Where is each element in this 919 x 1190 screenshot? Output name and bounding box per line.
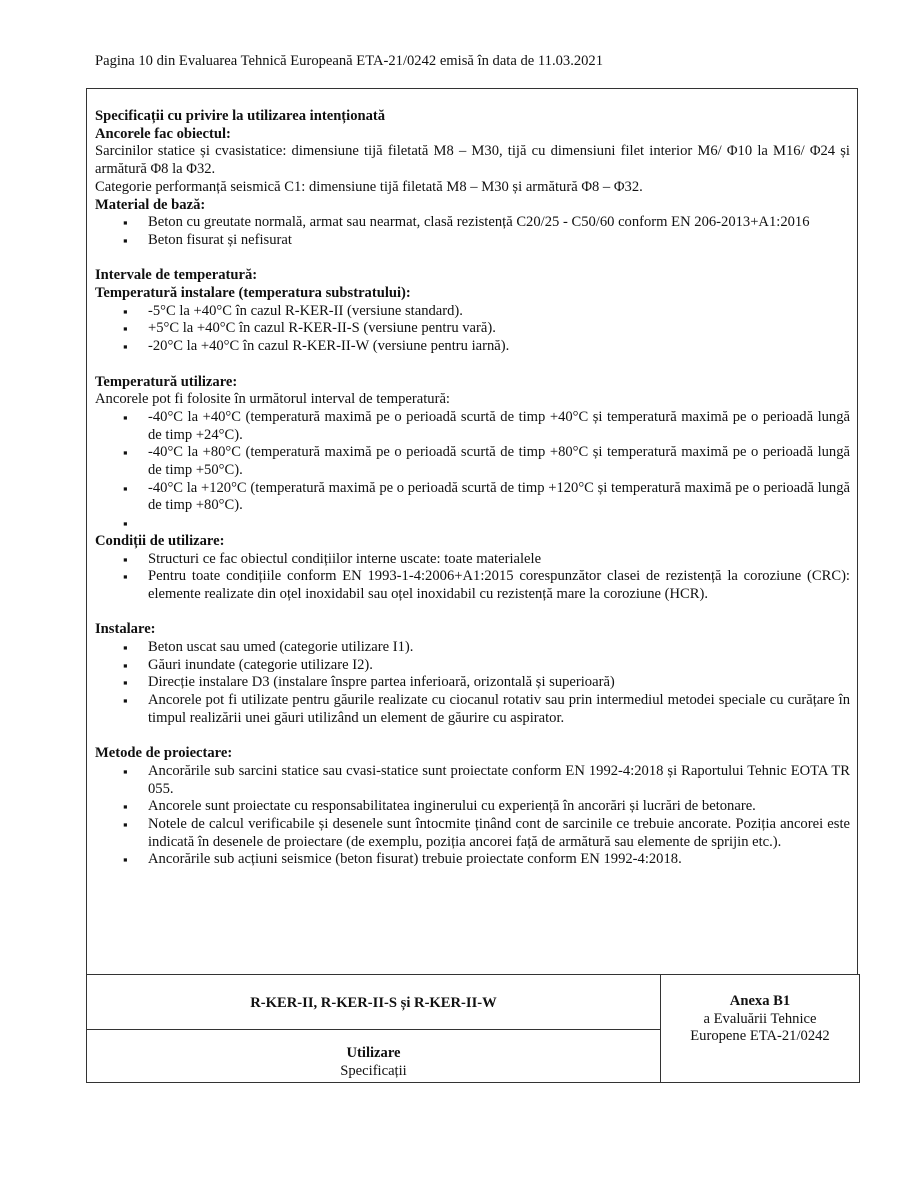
annex-title: Anexa B1: [729, 993, 791, 1009]
section-heading: Intervale de temperatură:: [95, 267, 258, 284]
footer-table: [86, 974, 860, 1083]
paragraph: Ancorele pot fi folosite în următorul interval de temperatură:: [95, 391, 450, 408]
bullet-list: [95, 303, 850, 356]
bullet-item: ▪ Beton fisurat și nefisurat: [95, 232, 850, 250]
section-label: [87, 1045, 660, 1080]
bullet-item: ▪ Pentru toate condițiile conform EN 1993-1-4:2006+A1:2015 corespunzător clasei de rezistență la coroziune (CRC): elemente realizate din oțel inoxidabil sau oțel inoxidabil cu rezistență mare la coroziune (HCR).: [95, 568, 850, 603]
section-title: Utilizare: [346, 1045, 401, 1061]
bullet-item: ▪ Direcție instalare D3 (instalare înspre partea inferioară, orizontală și superioară): [95, 674, 850, 692]
bullet-item: ▪ -40°C la +40°C (temperatură maximă pe o perioadă scurtă de timp +40°C și temperatură maximă pe o perioadă lungă de timp +24°C).: [95, 409, 850, 444]
bullet-item: ▪ Găuri inundate (categorie utilizare I2).: [95, 657, 850, 675]
bullet-item: ▪ Ancorările sub sarcini statice sau cvasi-statice sunt proiectate conform EN 1992-4:2018 și Raportului Tehnic EOTA TR 055.: [95, 763, 850, 798]
bullet-item: ▪ Structuri ce fac obiectul condițiilor interne uscate: toate materialele: [95, 551, 850, 569]
product-name: R-KER-II, R-KER-II-S și R-KER-II-W: [87, 975, 660, 1030]
annex-line: a Evaluării Tehnice: [703, 1010, 817, 1027]
paragraph: Categorie performanță seismică C1: dimensiune tijă filetată M8 – M30 și armătură Φ8 – Φ32.: [95, 178, 643, 195]
bullet-item: ▪ Beton uscat sau umed (categorie utilizare I1).: [95, 639, 850, 657]
section-heading: Instalare:: [95, 621, 156, 638]
section-heading: Temperatură instalare (temperatura substratului):: [95, 285, 411, 302]
specifications-box: [86, 88, 858, 974]
bullet-item: ▪ Ancorările sub acțiuni seismice (beton fisurat) trebuie proiectate conform EN 1992-4:2018.: [95, 851, 850, 869]
bullet-item: ▪ -20°C la +40°C în cazul R-KER-II-W (versiune pentru iarnă).: [95, 338, 850, 356]
paragraph: Sarcinilor statice și cvasistatice: dimensiune tijă filetată M8 – M30, tijă cu dimensiuni filet interior M6/ Φ10 la M16/ Φ24 și armătură Φ8 la Φ32.: [95, 143, 850, 178]
spacer: [95, 250, 850, 268]
annex-line: Europene ETA-21/0242: [690, 1028, 830, 1045]
bullet-list: [95, 551, 850, 604]
page-header: Pagina 10 din Evaluarea Tehnică Europeană ETA-21/0242 emisă în data de 11.03.2021: [95, 53, 604, 69]
section-heading: Specificații cu privire la utilizarea intenționată: [95, 108, 386, 124]
bullet-item: [95, 515, 850, 533]
bullet-item: ▪ Ancorele sunt proiectate cu responsabilitatea inginerului cu experiență în ancorări și lucrări de betonare.: [95, 798, 850, 816]
bullet-item: ▪ Notele de calcul verificabile și desenele sunt întocmite ținând cont de sarcinile ce trebuie ancorate. Poziția ancorei este indicată în desenele de proiectare (de exemplu, poziția ancorei față de armătură sau elemente de sprijin etc.).: [95, 816, 850, 851]
spacer: [95, 604, 850, 622]
section-heading: Condiții de utilizare:: [95, 532, 225, 549]
bullet-item: ▪ +5°C la +40°C în cazul R-KER-II-S (versiune pentru vară).: [95, 320, 850, 338]
bullet-item: ▪ Beton cu greutate normală, armat sau nearmat, clasă rezistență C20/25 - C50/60 conform EN 206-2013+A1:2016: [95, 214, 850, 232]
section-heading: Ancorele fac obiectul:: [95, 125, 231, 142]
annex-label: [661, 993, 859, 1046]
spacer: [95, 356, 850, 374]
bullet-list: [95, 763, 850, 869]
section-heading: Temperatură utilizare:: [95, 373, 238, 390]
bullet-item: ▪ -40°C la +80°C (temperatură maximă pe o perioadă scurtă de timp +80°C și temperatură maximă pe o perioadă lungă de timp +50°C).: [95, 444, 850, 479]
section-subtitle: Specificații: [340, 1062, 407, 1079]
bullet-item: ▪ Ancorele pot fi utilizate pentru găurile realizate cu ciocanul rotativ sau prin intermediul metodei speciale cu curățare în timpul realizării unei găuri utilizând un element de găurire cu aspirator.: [95, 692, 850, 727]
bullet-list: [95, 409, 850, 533]
footer-left-cell: [87, 975, 661, 1082]
spacer: [95, 728, 850, 746]
section-heading: Material de bază:: [95, 196, 206, 213]
section-heading: Metode de proiectare:: [95, 745, 233, 762]
bullet-list: [95, 639, 850, 728]
bullet-item: ▪ -5°C la +40°C în cazul R-KER-II (versiune standard).: [95, 303, 850, 321]
bullet-item: ▪ -40°C la +120°C (temperatură maximă pe o perioadă scurtă de timp +120°C și temperatură maximă pe o perioadă lungă de timp +80°C).: [95, 480, 850, 515]
bullet-list: [95, 214, 850, 249]
